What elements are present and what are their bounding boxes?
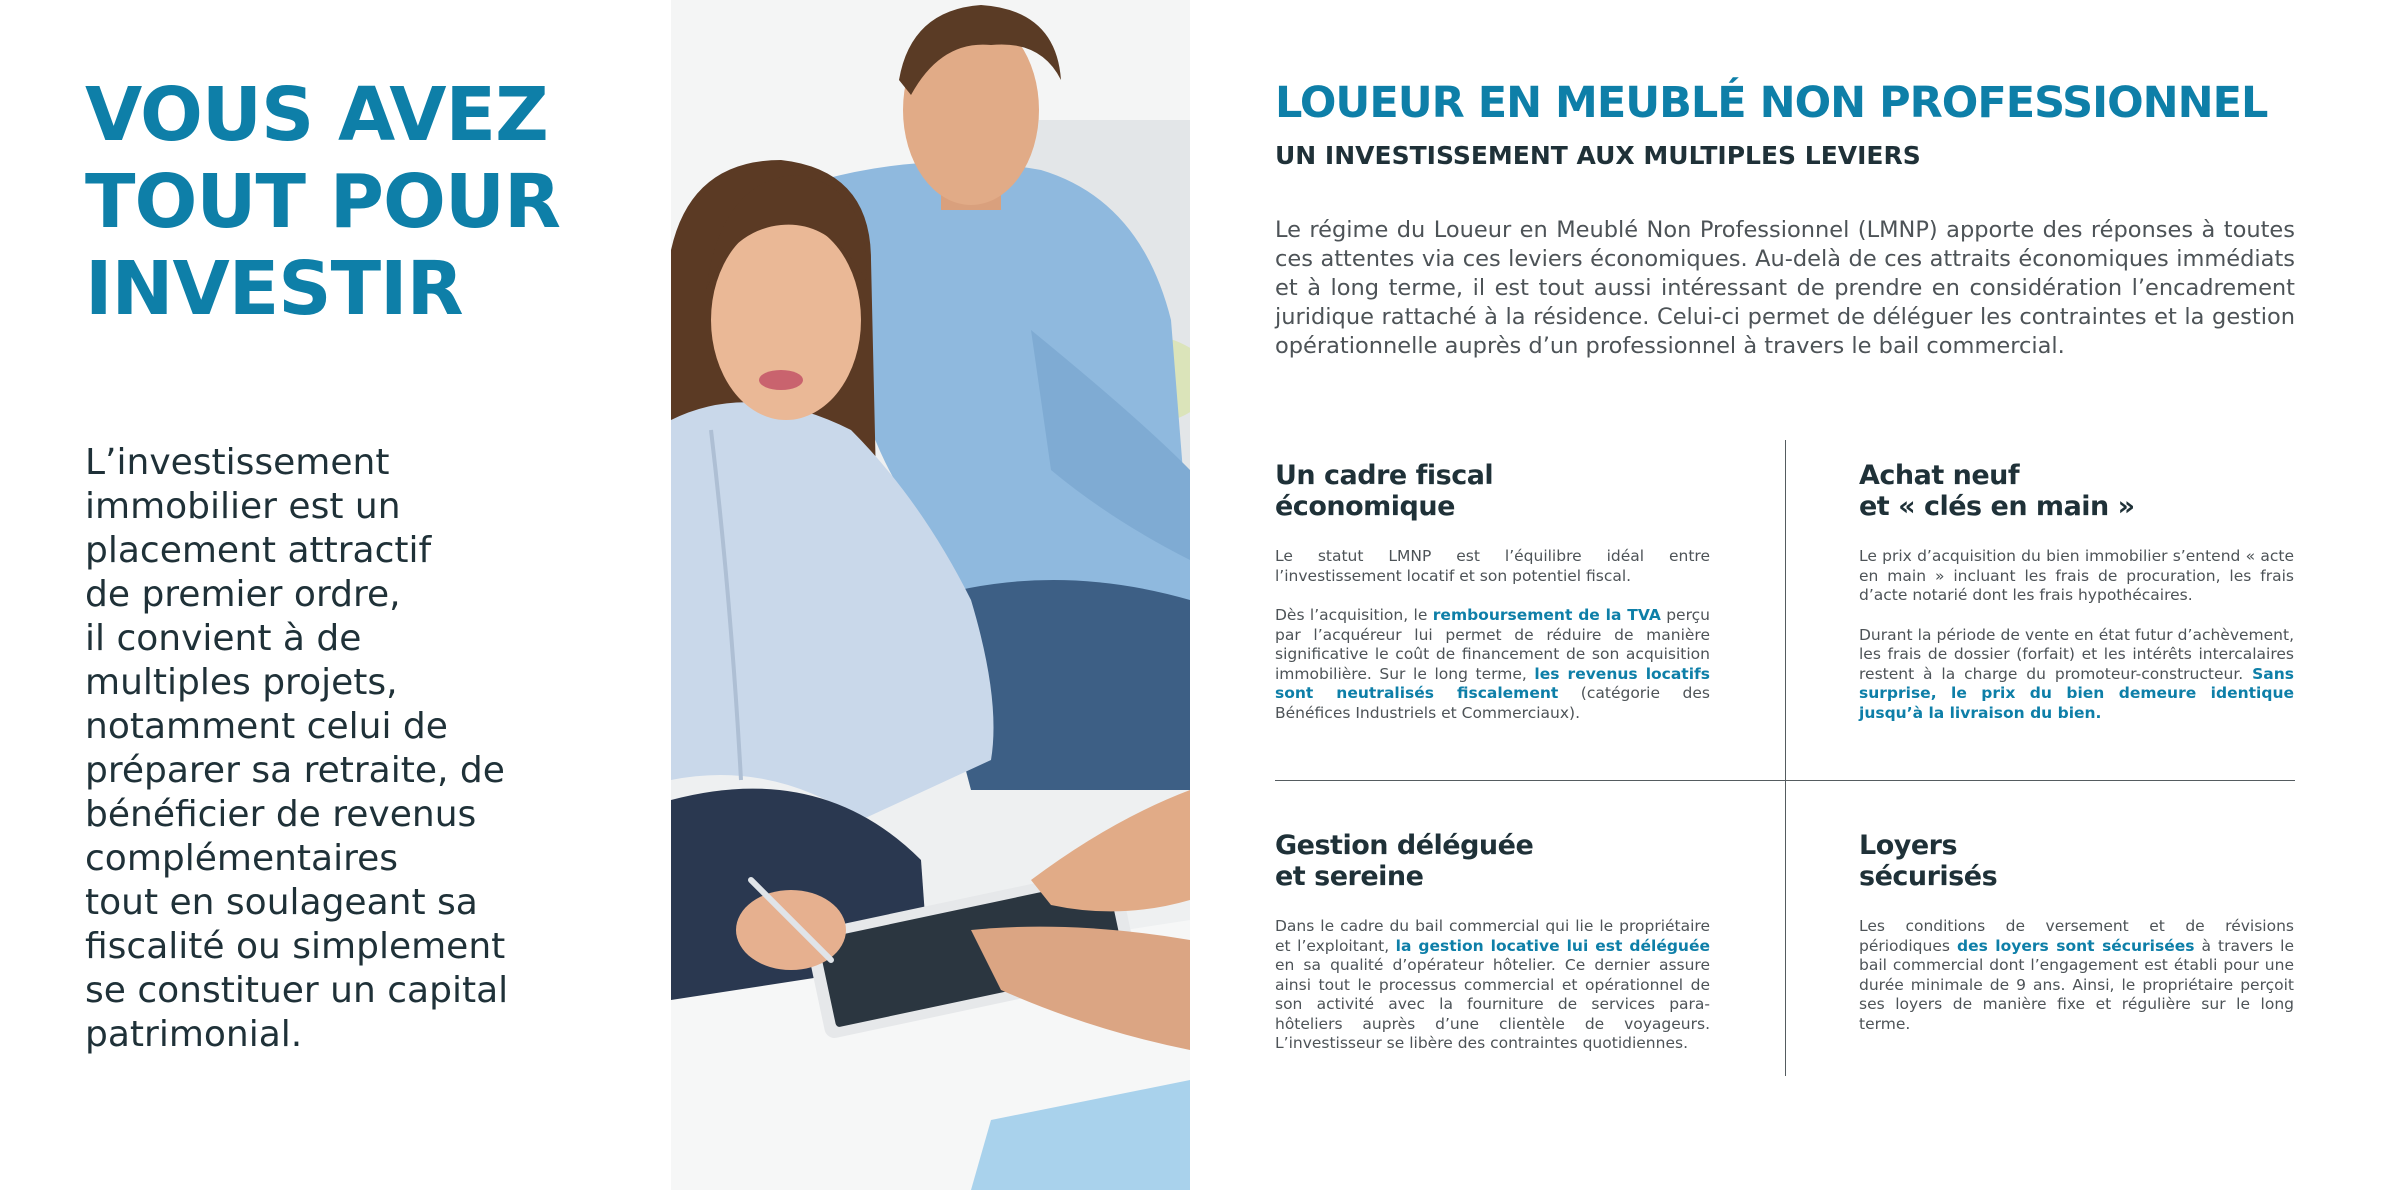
intro-line: L’investissement xyxy=(85,442,390,483)
block-paragraph xyxy=(1275,917,1710,1054)
section-subtitle: UN INVESTISSEMENT AUX MULTIPLES LEVIERS xyxy=(1275,141,1921,170)
highlight-text: les revenus locatifs sont neutralisés fiscalement xyxy=(1275,664,1710,702)
block-paragraph xyxy=(1859,917,2294,1034)
block-title xyxy=(1275,460,1710,522)
block-fiscal-framework xyxy=(1275,460,1710,743)
intro-line: placement attractif xyxy=(85,530,432,571)
block-title-line: et « clés en main » xyxy=(1859,491,2135,522)
intro-line: se constituer un capital xyxy=(85,970,509,1011)
block-title-line: Achat neuf xyxy=(1859,460,2020,491)
section-title: LOUEUR EN MEUBLÉ NON PROFESSIONNEL xyxy=(1275,78,2268,128)
block-paragraph: Le statut LMNP est l’équilibre idéal entre l’investissement locatif et son potentiel fiscal. xyxy=(1275,547,1710,585)
main-title-line: TOUT POUR xyxy=(85,159,560,245)
intro-line: préparer sa retraite, de xyxy=(85,750,505,791)
block-title-line: sécurisés xyxy=(1859,861,1998,892)
text-run: en sa qualité d’opérateur hôtelier. Ce dernier assure ainsi tout le processus commercial et opérationnel de son activité avec la fourniture de services para-hôteliers auprès d’une clientèle de voyageurs. L’investisseur se libère des contraintes quotidiennes. xyxy=(1275,956,1710,1052)
highlight-text: des loyers sont sécurisées xyxy=(1956,936,2195,955)
block-title-line: Loyers xyxy=(1859,830,1958,861)
block-title xyxy=(1859,460,2294,522)
block-secured-rents xyxy=(1859,830,2294,1054)
block-title-line: Un cadre fiscal xyxy=(1275,460,1494,491)
intro-line: patrimonial. xyxy=(85,1014,303,1055)
highlight-text: la gestion locative lui est déléguée xyxy=(1395,936,1710,955)
intro-line: complémentaires xyxy=(85,838,399,879)
highlight-text: remboursement de la TVA xyxy=(1432,606,1661,624)
intro-line: il convient à de xyxy=(85,618,362,659)
intro-line: de premier ordre, xyxy=(85,574,401,615)
intro-line: fiscalité ou simplement xyxy=(85,926,506,967)
block-title-line: Gestion déléguée xyxy=(1275,830,1534,861)
block-paragraph xyxy=(1275,606,1710,723)
block-title-line: économique xyxy=(1275,491,1455,522)
couple-with-tablet-photo xyxy=(671,0,1190,1190)
horizontal-divider xyxy=(1275,780,2295,781)
intro-line: tout en soulageant sa xyxy=(85,882,478,923)
text-run: Dès l’acquisition, le xyxy=(1275,606,1433,624)
block-title xyxy=(1859,830,2294,892)
highlight-text: Sans surprise, le prix du bien demeure identique jusqu’à la livraison du bien. xyxy=(1859,664,2294,722)
photo-illustration xyxy=(671,0,1190,1190)
block-title-line: et sereine xyxy=(1275,861,1424,892)
intro-line: multiples projets, xyxy=(85,662,398,703)
vertical-divider xyxy=(1785,440,1786,1076)
main-title-line: INVESTIR xyxy=(85,246,463,332)
intro-line: bénéficier de revenus xyxy=(85,794,477,835)
intro-line: notamment celui de xyxy=(85,706,448,747)
block-new-purchase xyxy=(1859,460,2294,743)
block-paragraph: Le prix d’acquisition du bien immobilier s’entend « acte en main » incluant les frais de procuration, les frais d’acte notarié dont les frais hypothécaires. xyxy=(1859,547,2294,604)
text-run: Les conditions de versement et de révisions périodiques xyxy=(1859,917,2294,955)
lead-paragraph: Le régime du Loueur en Meublé Non Professionnel (LMNP) apporte des réponses à toutes ces attentes via ces leviers économiques. Au-delà de ces attraits économiques immédiats et à long terme, il est tout aussi intéressant de prendre en considération l’encadrement juridique rattaché à la résidence. Celui-ci permet de déléguer les contraintes et la gestion opérationnelle auprès d’un professionnel à travers le bail commercial. xyxy=(1275,217,2295,359)
main-title-line: VOUS AVEZ xyxy=(85,72,548,158)
intro-line: immobilier est un xyxy=(85,486,401,527)
block-title xyxy=(1275,830,1710,892)
text-run: Durant la période de vente en état futur d’achèvement, les frais de dossier (forfait) et les intérêts intercalaires restent à la charge du promoteur-constructeur. xyxy=(1859,625,2294,683)
text-run: perçu par l’acquéreur lui permet de réduire de manière significative le coût de financement de son acquisition immobilière. Sur le long terme, xyxy=(1275,606,1710,683)
block-paragraph xyxy=(1859,626,2294,724)
text-run: Dans le cadre du bail commercial qui lie le propriétaire et l’exploitant, xyxy=(1275,917,1710,955)
main-title xyxy=(85,72,645,333)
intro-paragraph xyxy=(85,441,665,1057)
block-delegated-management xyxy=(1275,830,1710,1074)
text-run: à travers le bail commercial dont l’engagement est établi pour une durée minimale de 9 ans. Ainsi, le propriétaire perçoit ses loyers de manière fixe et régulière sur le long terme. xyxy=(1859,936,2294,1033)
text-run: (catégorie des Bénéfices Industriels et Commerciaux). xyxy=(1275,684,1710,722)
